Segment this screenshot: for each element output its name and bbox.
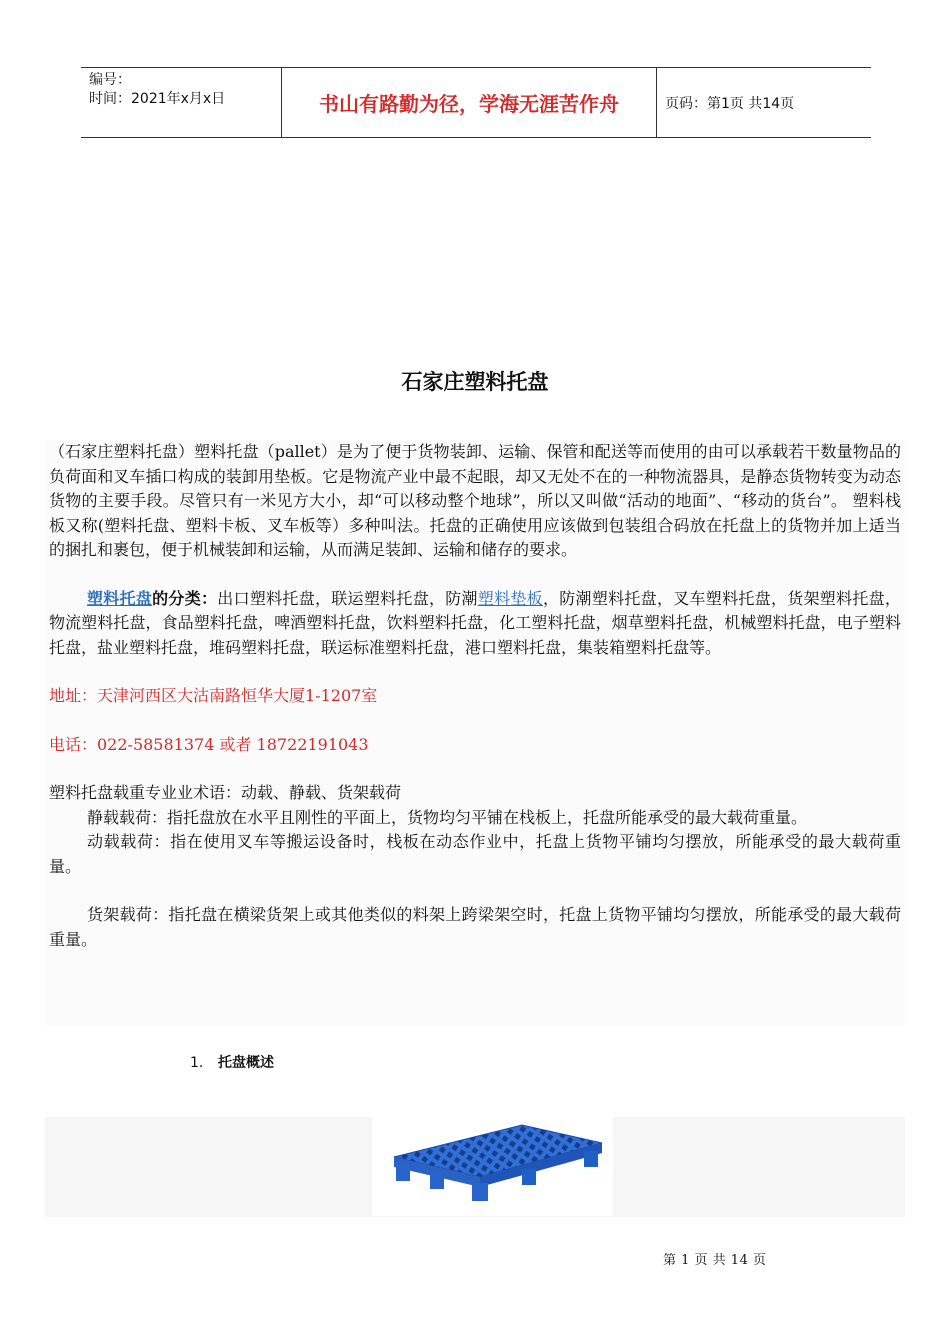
- address-line: 地址：天津河西区大沽南路恒华大厦1-1207室: [49, 686, 378, 705]
- dynamic-load-paragraph: 动载载荷：指在使用叉车等搬运设备时，栈板在动态作业中，托盘上货物平铺均匀摆放，所能承受的最大载荷重量。: [49, 832, 901, 876]
- document-title: 石家庄塑料托盘: [401, 370, 549, 394]
- pallet-illustration: [372, 1117, 613, 1216]
- load-terms-heading: 塑料托盘载重专业业术语：动载、静载、货架载荷: [49, 783, 402, 802]
- classification-text-1: 出口塑料托盘，联运塑料托盘，防潮: [217, 588, 478, 608]
- phone-line: 电话：022-58581374 或者 18722191043: [49, 734, 369, 754]
- header-date-label: 时间：2021年x月x日: [89, 91, 226, 107]
- page-header: [81, 67, 871, 138]
- static-load-paragraph: 静载载荷：指托盘放在水平且刚性的平面上，货物均匀平铺在栈板上，托盘所能承受的最大载荷重量。: [87, 807, 808, 827]
- rack-load-paragraph: 货架载荷：指托盘在横梁货架上或其他类似的料架上跨梁架空时，托盘上货物平铺均匀摆放，所能承受的最大载荷重量。: [49, 905, 901, 949]
- section-title: 托盘概述: [218, 1055, 274, 1071]
- header-left-cell: [81, 68, 281, 137]
- pallet-image: [372, 1117, 613, 1216]
- classification-paragraph: [49, 587, 901, 661]
- intro-paragraph: （石家庄塑料托盘）塑料托盘（pallet）是为了便于货物装卸、运输、保管和配送等而使用的由可以承载若干数量物品的负荷面和叉车插口构成的装卸用垫板。它是物流产业中最不起眼，却又无处不在的一种物流器具，是静态货物转变为动态货物的主要手段。尽管只有一米见方大小，却“可以移动整个地球”，所以又叫做“活动的地面”、“移动的货台”。 塑料栈板又称(塑料托盘、塑料卡板、叉车板等）多种叫法。托盘的正确使用应该做到包装组合码放在托盘上的货物并加上适当的捆扎和裹包，便于机械装卸和运输，从而满足装卸、运输和储存的要求。: [49, 442, 901, 559]
- header-page-info: 页码：第1页 共14页: [665, 95, 795, 112]
- page-footer: 第 1 页 共 14 页: [663, 1253, 767, 1268]
- content-block: [45, 440, 905, 1026]
- header-motto: 书山有路勤为径，学海无涯苦作舟: [281, 68, 657, 137]
- classification-text-2: ，防潮塑料托盘，叉车塑料托盘，货架塑料托盘，物流塑料托盘，食品塑料托盘，啤酒塑料托盘，饮料塑料托盘，化工塑料托盘，烟草塑料托盘，机械塑料托盘，电子塑料托盘，盐业塑料托盘，堆码塑料托盘，联运标准塑料托盘，港口塑料托盘，集装箱塑料托盘等。: [49, 588, 901, 657]
- plastic-pallet-link[interactable]: 塑料托盘: [87, 588, 153, 608]
- classification-label: 的分类：: [152, 588, 218, 608]
- header-number-label: 编号：: [89, 72, 131, 88]
- plastic-mat-link[interactable]: 塑料垫板: [477, 588, 543, 608]
- section-number: 1.: [190, 1055, 204, 1071]
- section-heading: [190, 1052, 274, 1072]
